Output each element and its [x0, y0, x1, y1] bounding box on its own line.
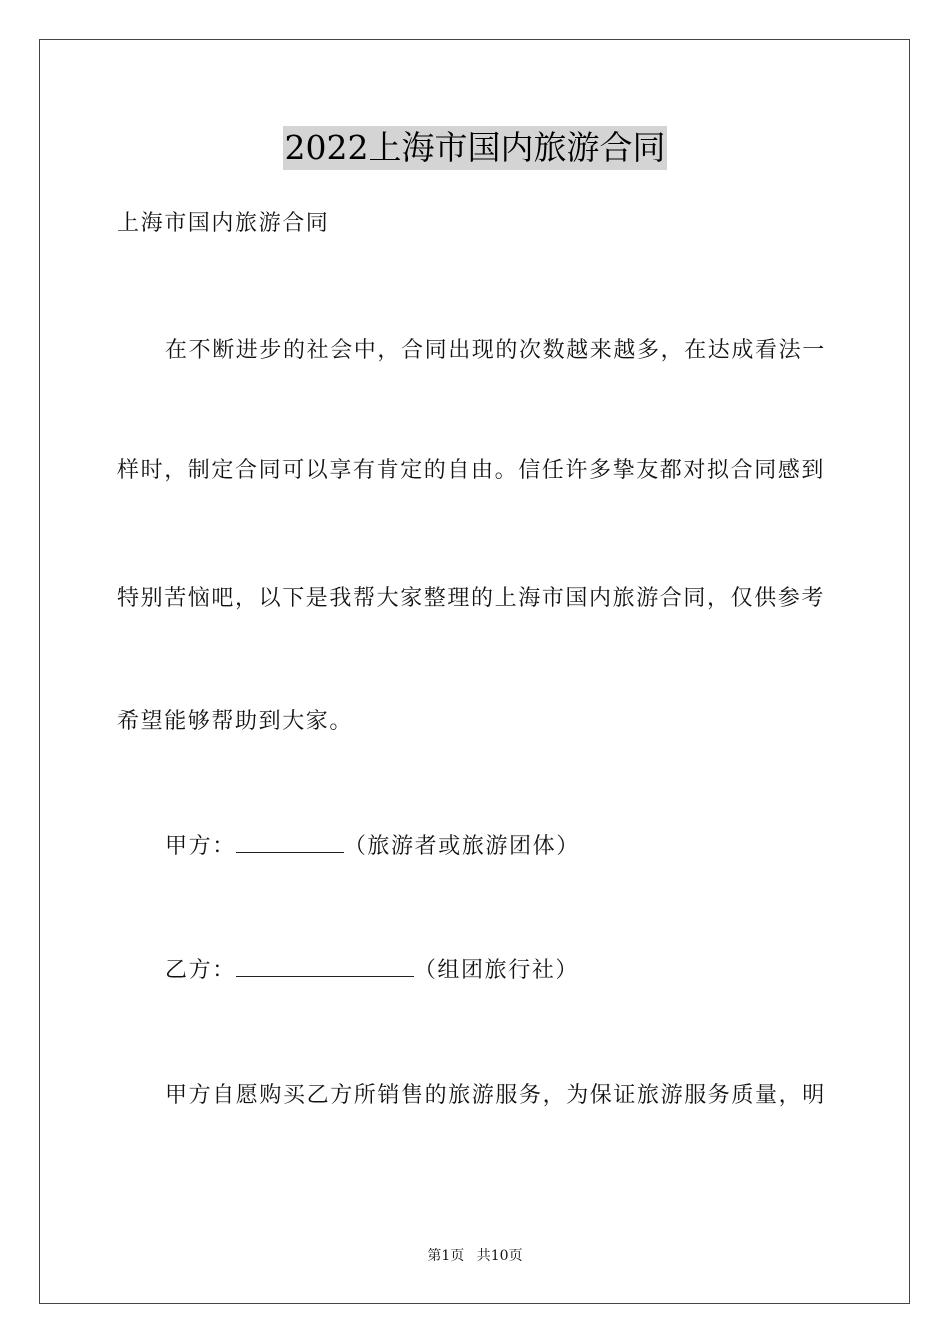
party-b-blank[interactable]: [236, 956, 414, 977]
footer-total-pages: 共10页: [476, 1248, 523, 1264]
footer-page-number: 第1页: [427, 1248, 465, 1264]
party-b-label: 乙方：: [165, 958, 236, 983]
intro-line-3: 特别苦恼吧，以下是我帮大家整理的上海市国内旅游合同，仅供参考: [117, 586, 826, 611]
document-subtitle: 上海市国内旅游合同: [117, 211, 330, 236]
party-b-line: [165, 956, 885, 986]
page-footer: [0, 1247, 950, 1265]
party-a-line: [165, 832, 885, 862]
party-b-note: （组团旅行社）: [413, 958, 580, 983]
party-a-label: 甲方：: [165, 834, 236, 859]
body-line-1: 甲方自愿购买乙方所销售的旅游服务，为保证旅游服务质量，明: [165, 1083, 826, 1108]
document-title: 2022上海市国内旅游合同: [283, 126, 668, 170]
party-a-blank[interactable]: [236, 832, 344, 853]
party-a-note: （旅游者或旅游团体）: [343, 834, 580, 859]
intro-line-1: 在不断进步的社会中，合同出现的次数越来越多，在达成看法一: [165, 338, 826, 363]
intro-line-4: 希望能够帮助到大家。: [117, 709, 354, 734]
intro-line-2: 样时，制定合同可以享有肯定的自由。信任许多挚友都对拟合同感到: [117, 458, 826, 483]
title-container: [0, 126, 950, 170]
